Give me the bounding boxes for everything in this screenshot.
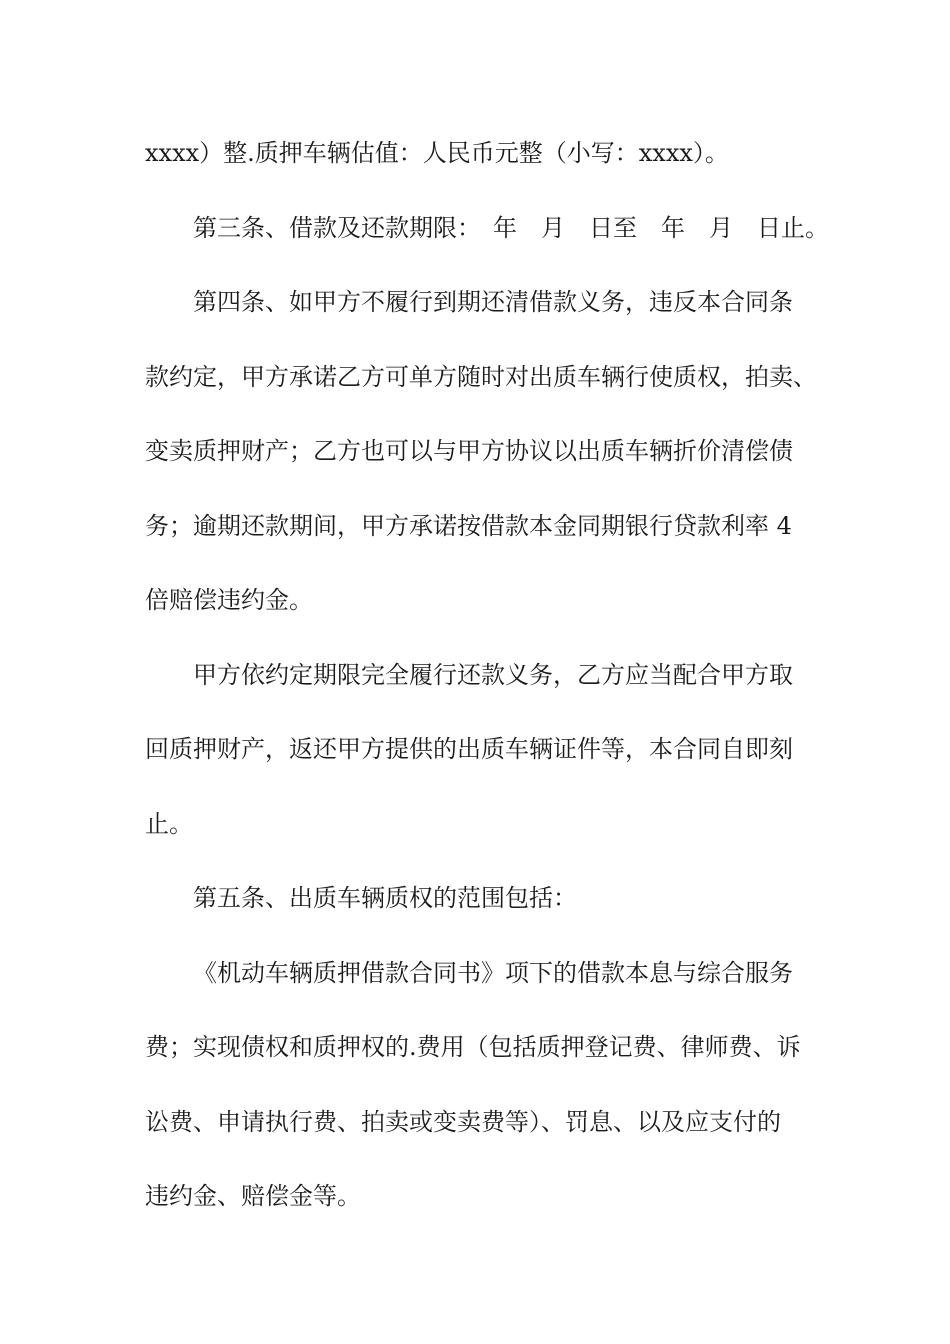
text-line: 讼费、申请执行费、拍卖或变卖费等）、罚息、以及应支付的 xyxy=(145,1107,781,1136)
text-line: xxxx）整.质押车辆估值：人民币元整（小写：xxxx）。 xyxy=(145,139,729,167)
text-line: 第三条、借款及还款期限： 年 月 日至 年 月 日止。 xyxy=(193,213,829,242)
text-line: 《机动车辆质押借款合同书》项下的借款本息与综合服务 xyxy=(193,958,793,987)
text-line: 回质押财产，返还甲方提供的出质车辆证件等，本合同自即刻 xyxy=(145,735,793,763)
text-line: 止。 xyxy=(145,809,193,838)
text-line: 费；实现债权和质押权的.费用（包括质押登记费、律师费、诉 xyxy=(145,1033,801,1061)
text-line: 款约定，甲方承诺乙方可单方随时对出质车辆行使质权，拍卖、 xyxy=(145,362,817,391)
text-line: 第五条、出质车辆质权的范围包括： xyxy=(193,884,577,912)
document-body xyxy=(145,127,829,1245)
text-line: 违约金、赔偿金等。 xyxy=(145,1182,361,1210)
text-line: 务；逾期还款期间，甲方承诺按借款本金同期银行贷款利率 4 xyxy=(145,511,792,540)
text-line: 第四条、如甲方不履行到期还清借款义务，违反本合同条 xyxy=(193,288,793,316)
text-line: 变卖质押财产；乙方也可以与甲方协议以出质车辆折价清偿债 xyxy=(145,437,793,465)
text-line: 甲方依约定期限完全履行还款义务，乙方应当配合甲方取 xyxy=(193,660,793,689)
text-line: 倍赔偿违约金。 xyxy=(145,586,313,614)
